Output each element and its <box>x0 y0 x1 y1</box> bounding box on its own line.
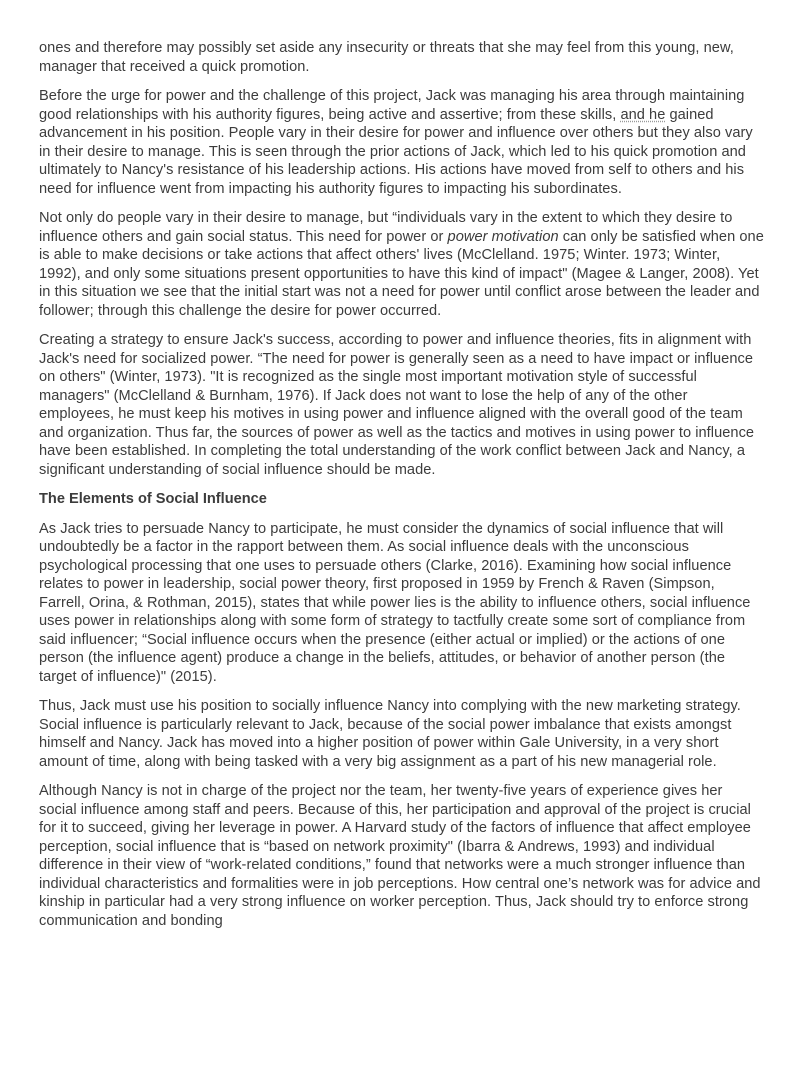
paragraph-3 <box>39 209 764 320</box>
section-heading: The Elements of Social Influence <box>39 491 267 507</box>
paragraph-2-text-a: Before the urge for power and the challenge of this project, Jack was managing his area through maintaining good relationships with his authority figures, being active and assertive; from these skills, <box>39 88 745 123</box>
paragraph-6-text: Thus, Jack must use his position to socially influence Nancy into complying with the new marketing strategy. Social influence is particularly relevant to Jack, because of the social power imbalance that exists amongst himself and Nancy. Jack has moved into a higher position of power within Gale University, in a very short amount of time, along with being tasked with a very big assignment as a part of his new managerial role. <box>39 698 741 770</box>
paragraph-7 <box>39 782 764 930</box>
paragraph-5-text: As Jack tries to persuade Nancy to participate, he must consider the dynamics of social influence that will undoubtedly be a factor in the rapport between them. As social influence deals with the unconscious psychological processing that one uses to persuade others (Clarke, 2016). Examining how social influence relates to power in leadership, social power theory, first proposed in 1959 by French & Raven (Simpson, Farrell, Orina, & Rothman, 2015), states that while power lies is the ability to influence others, social influence uses power in relationships along with some form of strategy to tactfully create some sort of compliance from said influencer; “Social influence occurs when the presence (either actual or implied) or the actions of one person (the influence agent) produce a change in the beliefs, attitudes, or behavior of another person (the target of influence)" (2015). <box>39 520 751 685</box>
paragraph-5 <box>39 520 764 687</box>
paragraph-7-text: Although Nancy is not in charge of the project nor the team, her twenty-five years of experience gives her social influence among staff and peers. Because of this, her participation and approval of the project is crucial for it to succeed, giving her leverage in power. A Harvard study of the factors of influence that affect employee perception, social influence that is “based on network proximity" (Ibarra & Andrews, 1993) and individual difference in their view of “work-related conditions,” found that networks were a much stronger influence than individual characteristics and formalities were in job perceptions. How central one’s network was for advice and kinship in particular had a very strong influence on worker perception. Thus, Jack should try to enforce strong communication and bonding <box>39 783 761 929</box>
paragraph-3-text-b: can only be satisfied when one is able to make decisions or take actions that affect others' lives (McClelland. 1975; Winter. 1973; Winter, 1992), and only some situations present opportunities to have this kind of impact" (Magee & Langer, 2008). Yet in this situation we see that the initial start was not a need for power until conflict arose between the leader and follower; through this challenge the desire for power occurred. <box>39 228 764 319</box>
paragraph-1-text: ones and therefore may possibly set aside any insecurity or threats that she may feel from this young, new, manager that received a quick promotion. <box>39 40 734 75</box>
paragraph-6 <box>39 697 764 771</box>
paragraph-2 <box>39 87 764 198</box>
paragraph-3-text-a: Not only do people vary in their desire to manage, but “individuals vary in the extent to which they desire to influence others and gain social status. This need for power or <box>39 210 733 245</box>
paragraph-4-text: Creating a strategy to ensure Jack's success, according to power and influence theories, fits in alignment with Jack's need for socialized power. “The need for power is generally seen as a need to have impact or influence on others" (Winter, 1973). "It is recognized as the single most important motivation style of successful managers" (McClelland & Burnham, 1976). If Jack does not want to lose the help of any of the other employees, he must keep his motives in using power and influence aligned with the overall good of the team and organization. Thus far, the sources of power as well as the tactics and motives in using power to influence have been established. In completing the total understanding of the work conflict between Jack and Nancy, a significant understanding of social influence should be made. <box>39 332 755 478</box>
italic-term: power motivation <box>447 228 559 245</box>
flagged-phrase: and he <box>620 106 666 123</box>
paragraph-2-text-b: gained advancement in his position. People vary in their desire for power and influence over others but they also vary in their desire to manage. This is seen through the prior actions of Jack, which led to his quick promotion and ultimately to Nancy's resistance of his leadership actions. His actions have moved from self to others and his need for influence went from impacting his authority figures to impacting his subordinates. <box>39 106 753 197</box>
paragraph-4 <box>39 331 764 479</box>
paragraph-1 <box>39 39 764 76</box>
